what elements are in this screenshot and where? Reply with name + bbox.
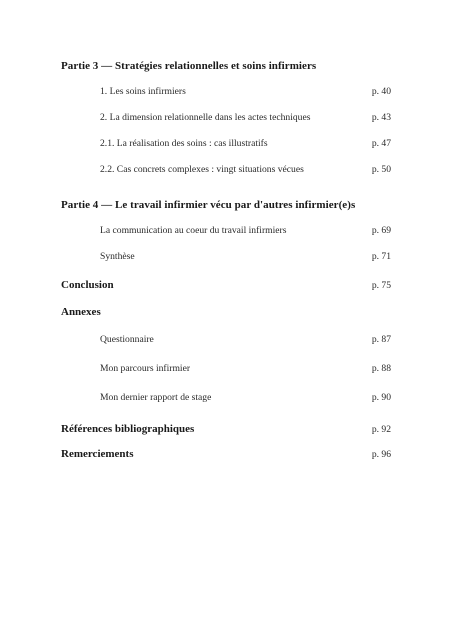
toc-page-remerciements: p. 96 [371,449,391,460]
toc-page-conclusion: p. 75 [371,280,391,291]
toc-page-annexes-1: p. 87 [371,334,391,345]
toc-item-part3-4: 2.2. Cas concrets complexes : vingt situations vécues [100,164,304,175]
toc-page-references: p. 92 [371,424,391,435]
toc-page-annexes-2: p. 88 [371,363,391,374]
toc-page-part3-1: p. 40 [371,86,391,97]
toc-item-part4-2: Synthèse [100,251,135,262]
toc-item-part3-2: 2. La dimension relationnelle dans les actes techniques [100,112,311,123]
toc-page-part4-1: p. 69 [371,225,391,236]
toc-annexes: Annexes [61,306,101,318]
part3-heading: Partie 3 — Stratégies relationnelles et soins infirmiers [61,60,317,72]
toc-item-annexes-1: Questionnaire [100,334,154,345]
toc-item-part4-1: La communication au coeur du travail infirmiers [100,225,287,236]
toc-references: Références bibliographiques [61,423,195,435]
toc-remerciements: Remerciements [61,448,134,460]
toc-page-part3-2: p. 43 [371,112,391,123]
toc-page-part4-2: p. 71 [371,251,391,262]
toc-item-annexes-2: Mon parcours infirmier [100,363,191,374]
toc-item-part3-1: 1. Les soins infirmiers [100,86,186,97]
part4-heading: Partie 4 — Le travail infirmier vécu par d'autres infirmier(e)s [61,199,356,211]
toc-page-part3-3: p. 47 [371,138,391,149]
toc-page-annexes-3: p. 90 [371,392,391,403]
toc-conclusion: Conclusion [61,279,114,291]
toc-page-part3-4: p. 50 [371,164,391,175]
toc-item-part3-3: 2.1. La réalisation des soins : cas illustratifs [100,138,268,149]
toc-item-annexes-3: Mon dernier rapport de stage [100,392,212,403]
